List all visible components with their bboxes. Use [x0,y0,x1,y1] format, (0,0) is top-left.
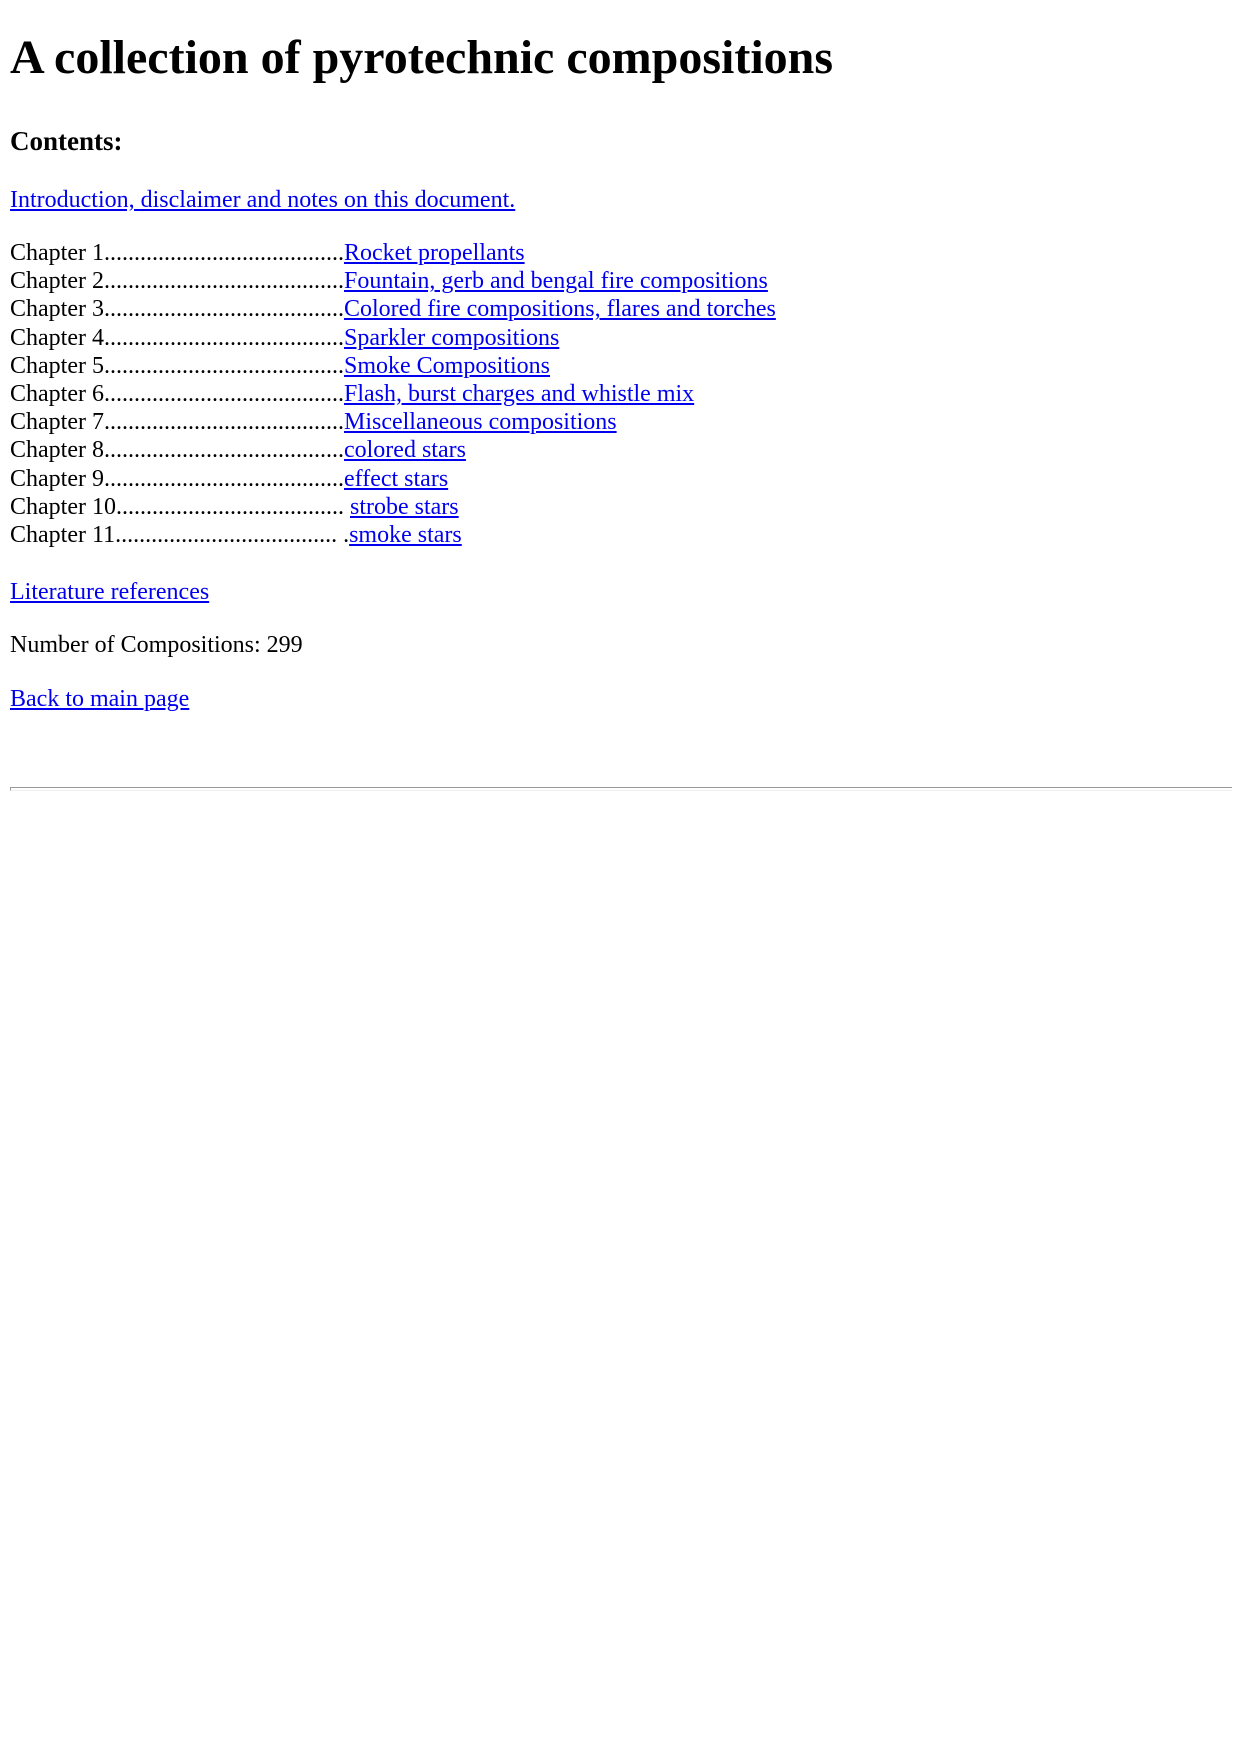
chapter-label: Chapter 2 [10,268,104,295]
chapter-link-colored-stars[interactable]: colored stars [343,437,466,464]
chapter-dots: ........................................ [103,240,344,266]
chapter-label: Chapter 4 [10,324,104,351]
page-title: A collection of pyrotechnic compositions [10,31,834,84]
intro-link[interactable]: Introduction, disclaimer and notes on this document. [10,187,516,213]
chapter-link-sparkler[interactable]: Sparkler compositions [343,324,560,351]
chapter-row-2 [10,267,776,295]
horizontal-rule [10,787,1232,791]
chapter-dots: ...................................... [115,493,350,520]
chapter-label: Chapter 1 [10,240,104,266]
chapter-dots: ........................................ [103,409,344,436]
chapter-label: Chapter 6 [10,380,104,407]
chapter-label: Chapter 3 [10,296,104,323]
chapter-link-smoke-stars[interactable]: smoke stars [349,521,462,548]
chapter-link-rocket-propellants[interactable]: Rocket propellants [343,240,525,266]
chapter-row-9 [10,465,776,493]
chapter-dots: ........................................ [103,380,344,407]
chapter-dots: ........................................ [103,437,344,464]
chapter-dots: ........................................ [103,465,344,492]
chapter-link-smoke[interactable]: Smoke Compositions [343,352,551,379]
chapter-row-6 [10,380,776,408]
back-to-main-link[interactable]: Back to main page [10,686,190,712]
chapter-link-effect-stars[interactable]: effect stars [343,465,449,492]
chapter-row-8 [10,436,776,464]
chapter-row-1 [10,239,776,267]
chapter-label: Chapter 9 [10,465,104,492]
intro-line [10,185,515,215]
chapter-dots: ........................................ [103,352,344,379]
chapter-dots: ..................................... . [115,521,350,548]
composition-count: Number of Compositions: 299 [10,632,303,658]
chapter-link-strobe-stars[interactable]: strobe stars [349,493,459,520]
chapter-link-colored-fire[interactable]: Colored fire compositions, flares and torches [343,296,776,323]
chapter-row-3 [10,295,776,323]
chapter-label: Chapter 10 [10,493,116,520]
chapter-row-11 [10,521,776,549]
chapter-link-fountain-gerb-bengal[interactable]: Fountain, gerb and bengal fire compositions [343,268,768,295]
literature-line [10,577,209,607]
chapter-dots: ........................................ [103,268,344,295]
chapter-row-4 [10,324,776,352]
chapter-dots: ........................................ [103,324,344,351]
chapter-row-5 [10,352,776,380]
back-line [10,684,189,714]
chapter-label: Chapter 5 [10,352,104,379]
chapter-dots: ........................................ [103,296,344,323]
chapter-link-flash-burst-whistle[interactable]: Flash, burst charges and whistle mix [343,380,695,407]
chapter-list [10,239,776,549]
contents-heading: Contents: [10,126,123,156]
literature-link[interactable]: Literature references [10,579,210,605]
chapter-label: Chapter 11 [10,521,116,548]
chapter-label: Chapter 8 [10,437,104,464]
chapter-link-miscellaneous[interactable]: Miscellaneous compositions [343,409,617,436]
chapter-row-7 [10,408,776,436]
chapter-row-10 [10,493,776,521]
chapter-label: Chapter 7 [10,409,104,436]
